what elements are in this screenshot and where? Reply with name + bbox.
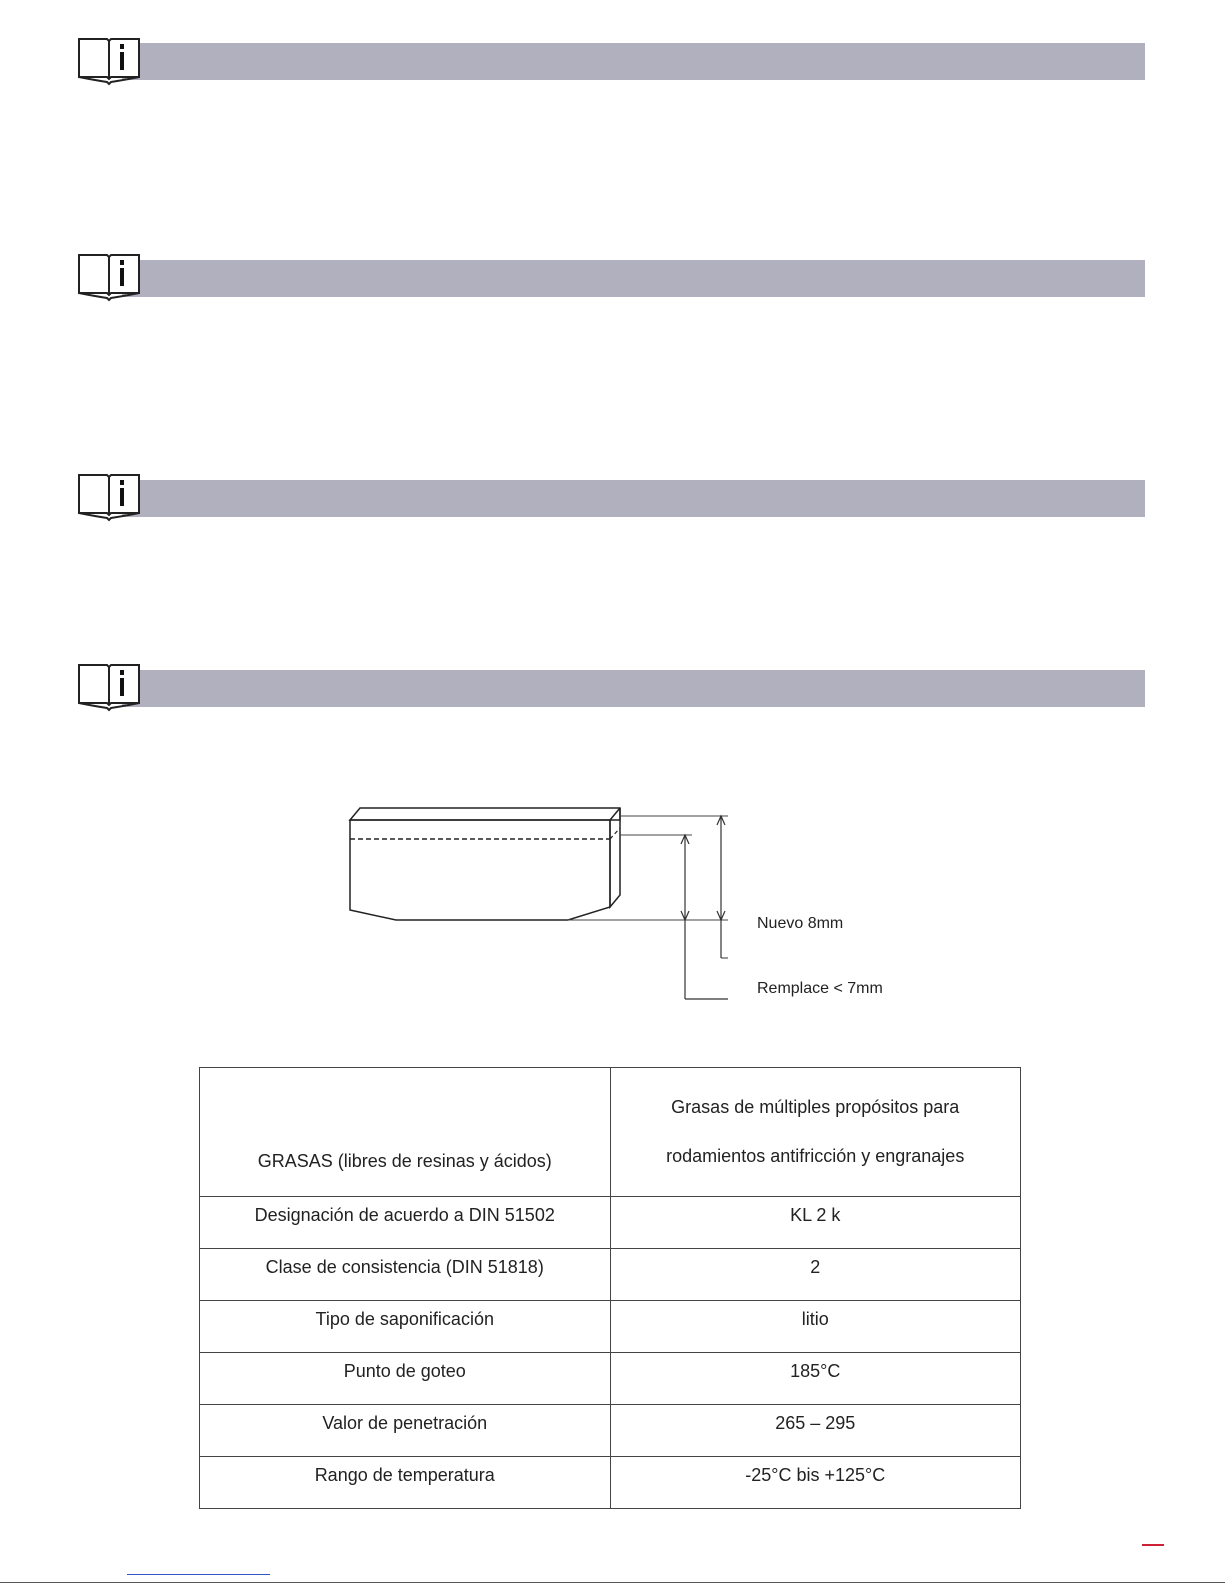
wear-diagram	[330, 795, 930, 1005]
table-row	[200, 1301, 1021, 1353]
info-book-icon	[76, 36, 142, 86]
table-cell-value: KL 2 k	[610, 1197, 1021, 1249]
table-cell-value: 265 – 295	[610, 1405, 1021, 1457]
table-cell-label: Valor de penetración	[200, 1405, 611, 1457]
info-book-icon	[76, 662, 142, 712]
table-cell-label: Punto de goteo	[200, 1353, 611, 1405]
table-header-right-line1: Grasas de múltiples propósitos para	[671, 1097, 960, 1117]
info-book-icon	[76, 252, 142, 302]
info-bar-3	[122, 480, 1145, 517]
table-cell-label: Designación de acuerdo a DIN 51502	[200, 1197, 611, 1249]
footer-accent-mark	[1142, 1544, 1164, 1546]
grease-spec-table	[199, 1067, 1021, 1509]
table-cell-value: litio	[610, 1301, 1021, 1353]
table-header-right	[610, 1068, 1021, 1197]
table-cell-label: Tipo de saponificación	[200, 1301, 611, 1353]
table-cell-value: -25°C bis +125°C	[610, 1457, 1021, 1509]
table-header-left: GRASAS (libres de resinas y ácidos)	[200, 1068, 611, 1197]
info-bar-4	[122, 670, 1145, 707]
table-cell-label: Clase de consistencia (DIN 51818)	[200, 1249, 611, 1301]
table-cell-value: 185°C	[610, 1353, 1021, 1405]
table-row	[200, 1249, 1021, 1301]
info-bar-2	[122, 260, 1145, 297]
label-new-thickness: Nuevo 8mm	[757, 915, 844, 932]
table-header-right-line2: rodamientos antifricción y engranajes	[666, 1146, 965, 1166]
table-row	[200, 1405, 1021, 1457]
table-cell-value: 2	[610, 1249, 1021, 1301]
footer-link-underline[interactable]	[127, 1574, 270, 1575]
info-book-icon	[76, 472, 142, 522]
table-cell-label: Rango de temperatura	[200, 1457, 611, 1509]
info-bar-1	[122, 43, 1145, 80]
table-row	[200, 1197, 1021, 1249]
footer-rule	[0, 1582, 1225, 1583]
wear-diagram-drawing	[330, 795, 930, 1005]
table-row	[200, 1353, 1021, 1405]
table-header-row	[200, 1068, 1021, 1197]
label-replace-thickness: Remplace < 7mm	[757, 980, 883, 997]
table-row	[200, 1457, 1021, 1509]
